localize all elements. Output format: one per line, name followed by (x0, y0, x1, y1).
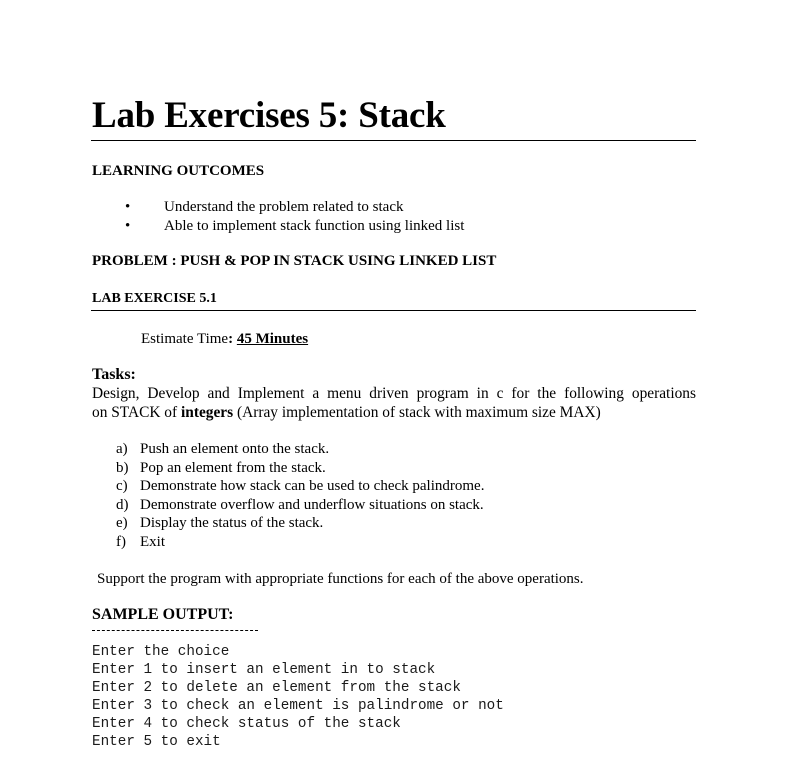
list-item (116, 440, 484, 459)
list-item (92, 198, 464, 217)
code-line: Enter 5 to exit (92, 734, 221, 750)
lab-exercise-divider (91, 310, 696, 311)
code-line: Enter 4 to check status of the stack (92, 716, 401, 732)
list-marker: f) (116, 533, 126, 550)
code-line: Enter 3 to check an element is palindrome or not (92, 698, 504, 714)
code-line: Enter 1 to insert an element in to stack (92, 662, 436, 678)
tasks-line-2-bold: integers (180, 404, 234, 421)
estimate-label: Estimate Time (141, 331, 229, 347)
bullet-icon: • (125, 199, 131, 215)
problem-heading: PROBLEM : PUSH & POP IN STACK USING LINKED LIST (92, 253, 497, 269)
list-marker: e) (116, 515, 128, 531)
estimate-colon: : (228, 331, 234, 347)
list-marker: c) (116, 478, 128, 494)
list-item (92, 217, 464, 236)
learning-outcomes-list (92, 198, 464, 236)
list-item-text: Demonstrate how stack can be used to check palindrome. (140, 478, 485, 494)
tasks-line-2-prefix: on STACK of (92, 404, 181, 421)
list-item (116, 477, 484, 496)
sample-output-heading: SAMPLE OUTPUT: (92, 606, 234, 623)
learning-outcomes-heading: LEARNING OUTCOMES (92, 163, 265, 179)
list-item-text: Push an element onto the stack. (140, 441, 330, 457)
tasks-line-1: Design, Develop and Implement a menu driven program in c for the following operations (92, 385, 696, 402)
bullet-icon: • (125, 218, 131, 234)
list-marker: b) (116, 459, 129, 476)
list-item-text: Understand the problem related to stack (164, 199, 404, 215)
code-line: Enter the choice (92, 644, 230, 660)
page-title: Lab Exercises 5: Stack (92, 95, 446, 136)
list-marker: d) (116, 496, 129, 513)
sample-output-block (92, 643, 504, 751)
code-line: Enter 2 to delete an element from the stack (92, 680, 461, 696)
estimate-value: 45 Minutes (236, 331, 309, 347)
list-item-text: Demonstrate overflow and underflow situations on stack. (140, 496, 484, 513)
dashed-divider (92, 630, 258, 631)
list-item-text: Display the status of the stack. (140, 515, 324, 531)
tasks-heading: Tasks: (92, 366, 136, 383)
list-item-text: Pop an element from the stack. (140, 459, 326, 476)
list-marker: a) (116, 441, 128, 457)
list-item-text: Able to implement stack function using linked list (164, 218, 465, 234)
estimate-time (141, 330, 308, 348)
list-item (116, 459, 484, 478)
support-text: Support the program with appropriate functions for each of the above operations. (97, 571, 584, 587)
list-item (116, 533, 484, 552)
lab-exercise-heading: LAB EXERCISE 5.1 (92, 291, 217, 306)
title-divider (91, 140, 696, 141)
list-item (116, 496, 484, 515)
operations-list (116, 440, 484, 551)
tasks-description (92, 384, 696, 422)
list-item (116, 514, 484, 533)
list-item-text: Exit (140, 533, 165, 550)
tasks-line-2-suffix: (Array implementation of stack with maximum size MAX) (233, 404, 601, 421)
